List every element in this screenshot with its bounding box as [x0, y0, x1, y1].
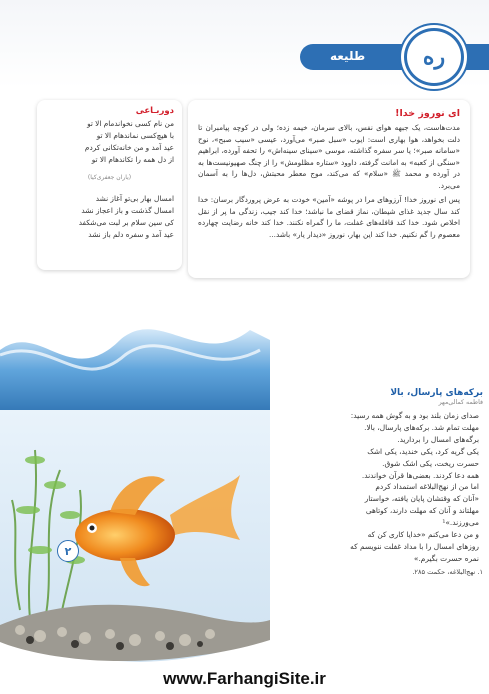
quatrain-author: (یاران جعفری‌کیا) — [87, 174, 132, 181]
poem-line: همه دعا کردند. بعضی‌ها قرآن خواندند. — [361, 470, 479, 480]
poem-author: فاطمه کمالی‌مهر — [438, 399, 483, 406]
article-body — [198, 122, 460, 240]
site-url[interactable]: www.FarhangiSite.ir — [163, 669, 326, 688]
footnote: ۱. نهج‌البلاغه، حکمت ۲۸۵. — [412, 567, 483, 576]
poem-line: یکی گریه کرد، یکی خندید، یکی اشک — [367, 446, 479, 456]
poem-line: «آنان که وقتشان پایان یافته، خواستار — [364, 494, 479, 504]
poem-line: نمره حسرت بگیرم.» — [413, 553, 479, 563]
poem-title: برکه‌های پارسال، بالا — [390, 388, 483, 398]
footer — [0, 664, 489, 694]
article-title: ای نوروز خدا! — [395, 108, 460, 119]
quatrain-title: دوربـاعی — [135, 106, 174, 116]
verse-line: عید آمد و من خانه‌تکانی کردم — [84, 143, 174, 152]
poem-line: مهلتاند و آنان که مهلت دارند، کوتاهی — [365, 506, 479, 516]
article-paragraph: پس ای نوروز خدا! آرزوهای مرا در پوشه «آمین» خودت به عرض پروردگار برسان: خدا کند سال جدید غذای شیطان، نماز قضای ما نباشد؛ خدا کند جیب، زندگی ما پر از نقل اخلاص شود. خدا کند قافله‌های غفلت، ما را گمراه نکنند. خدا کند خانه رضایت چهارده معصوم را گم نکنیم. خدا کند این بهار، نوروز «دیدار یار» باشد... — [198, 195, 460, 239]
article-card — [188, 100, 470, 278]
poem-section — [238, 388, 483, 576]
poem-line: حسرت ریخت، یکی اشک شوق. — [382, 458, 479, 468]
quatrain-card — [37, 100, 182, 270]
fishbowl-illustration — [0, 300, 270, 664]
poem-body — [238, 410, 483, 565]
magazine-logo — [404, 28, 464, 86]
quatrain-stanza-2 — [45, 193, 174, 241]
poem-line: اما من از نهج‌البلاغه استمداد کردم — [375, 482, 479, 492]
verse-line: کی سین سلام بر لبت می‌شکفد — [78, 218, 174, 227]
fishbowl-image — [0, 300, 270, 664]
article-paragraph: مدت‌هاست، یک جبهه هوای نفس، بالای سرمان، خیمه زده؛ ولی در کوچه پیامبران تا دلت بخواهد، هوا بهاری است: ایوب «سبل صبر» می‌آورد، عیسی «سیب صبح»، نوح «سامانه صبر»؛ یا سر سفره گذاشته، موسی «سینای سینه‌اش» را تحفه آورده، ابراهیم «سنگی از کعبه» به امانت گرفته، داوود «ستاره مظلومش» را از چنگ صهیونیست‌ها به در آورده و محمد ﷺ «سلام» که می‌کند، موج معطر محبتش، دل‌ها را به آسمان می‌برد. — [198, 123, 460, 190]
verse-line: امسال بهار بی‌تو آغاز نشد — [95, 194, 174, 203]
verse-line: با هیچ‌کسی نماندهام الا تو — [96, 131, 174, 140]
poem-line: و من دعا می‌کنم «خدایا کاری کن که — [367, 530, 479, 540]
verse-line: من نام کسی نخواندمام الا تو — [87, 119, 174, 128]
poem-line: برگه‌های امسال را بردارید. — [397, 434, 479, 444]
poem-line: می‌ورزند.»¹ — [442, 518, 479, 528]
poem-line: صدای زمان بلند بود و به گوش همه رسید: — [350, 411, 479, 420]
section-label: طلیعه — [330, 49, 366, 63]
page-number: ۲ — [57, 540, 79, 562]
poem-line: روزهای امسال را با مداد غفلت ننویسم که — [350, 541, 479, 551]
verse-line: امسال گذشت و باز اعجاز نشد — [81, 206, 174, 215]
verse-line: از دل همه را تکاندهام الا تو — [91, 155, 174, 164]
quatrain-stanza-1 — [45, 118, 174, 166]
logo-icon: ره — [422, 44, 446, 70]
verse-line: عید آمد و سفره دلم باز نشد — [88, 230, 174, 239]
poem-line: مهلت تمام شد. برکه‌های پارسال، بالا. — [364, 422, 479, 432]
